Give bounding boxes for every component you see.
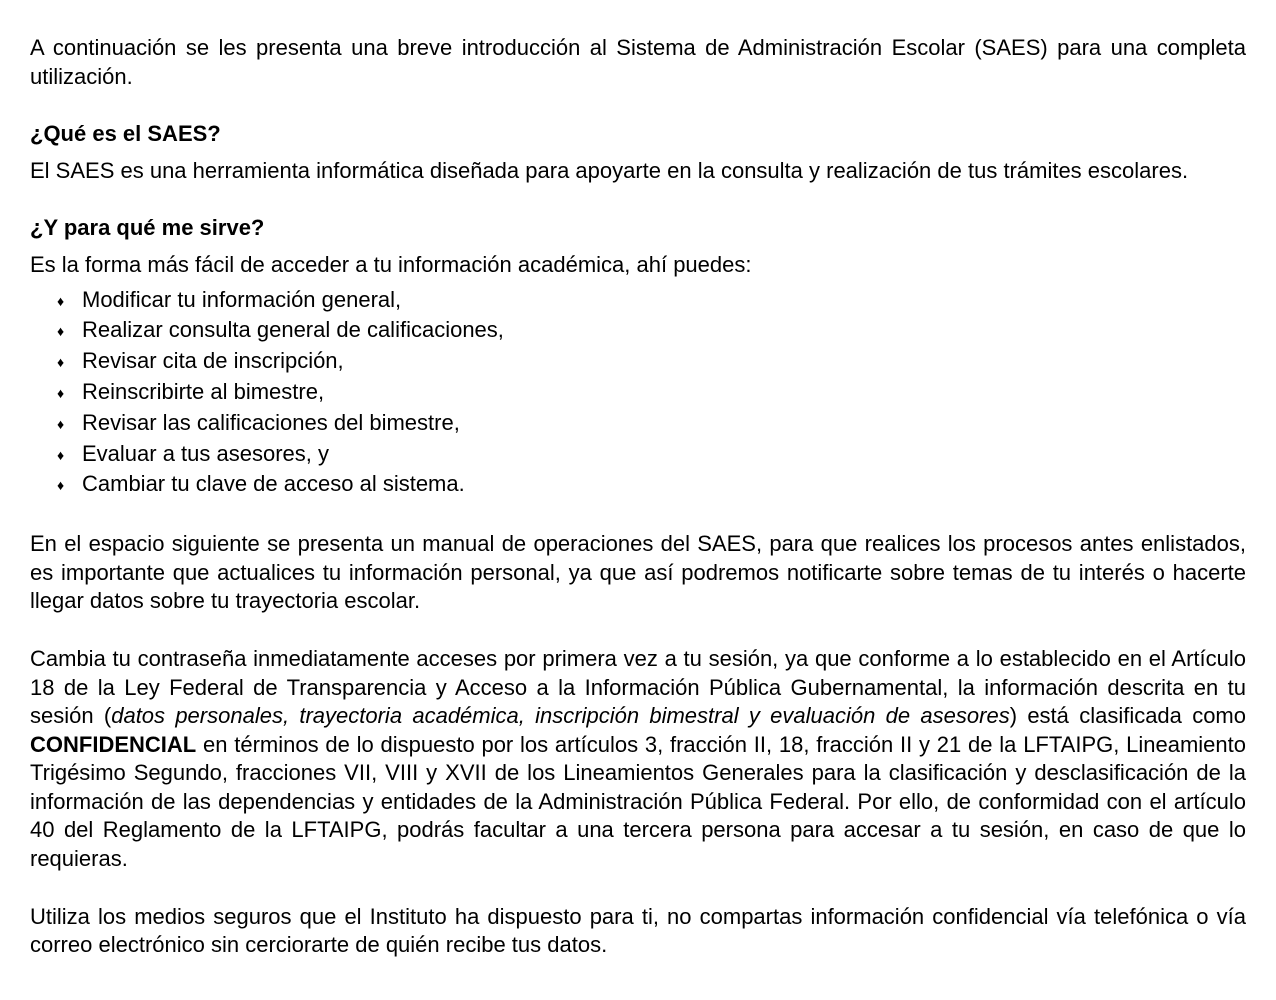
diamond-bullet-icon: ♦ [57, 292, 65, 309]
spacer [30, 91, 1246, 120]
spacer [30, 501, 1246, 530]
confidential-label: CONFIDENCIAL [30, 731, 197, 757]
diamond-bullet-icon: ♦ [57, 323, 65, 340]
list-item-text: Modificar tu información general, [82, 286, 402, 312]
diamond-bullet-icon: ♦ [57, 415, 65, 432]
manual-paragraph: En el espacio siguiente se presenta un manual de operaciones del SAES, para que realices los procesos antes enlistados, es importante que actualices tu información personal, ya que así podremos notificarte sobre temas de tu interés o hacerte llegar datos sobre tu trayectoria escolar. [30, 531, 1246, 614]
list-item [57, 378, 1246, 409]
security-paragraph: Utiliza los medios seguros que el Instituto ha dispuesto para ti, no compartas información confidencial vía telefónica o vía correo electrónico sin cerciorarte de quién recibe tus datos. [30, 903, 1246, 958]
list-item-text: Reinscribirte al bimestre, [82, 378, 325, 404]
diamond-bullet-icon: ♦ [57, 446, 65, 463]
password-italic-text: datos personales, trayectoria académica, inscripción bimestral y evaluación de asesores [111, 703, 1010, 729]
list-item-text: Evaluar a tus asesores, y [82, 440, 330, 466]
spacer [30, 185, 1246, 214]
diamond-bullet-icon: ♦ [57, 384, 65, 401]
heading-what-is-saes: ¿Qué es el SAES? [30, 121, 221, 147]
list-item-text: Cambiar tu clave de acceso al sistema. [82, 471, 465, 497]
list-item [57, 286, 1246, 317]
spacer [30, 616, 1246, 645]
spacer [30, 874, 1246, 903]
password-paragraph [30, 645, 1246, 874]
intro-paragraph: A continuación se les presenta una breve introducción al Sistema de Administración Escolar (SAES) para una completa utilización. [30, 35, 1246, 89]
diamond-bullet-icon: ♦ [57, 354, 65, 371]
list-item [57, 440, 1246, 471]
list-item-text: Revisar cita de inscripción, [82, 348, 344, 374]
password-text-part: ) está clasificada como [1009, 703, 1246, 729]
spacer [30, 149, 1246, 157]
list-item [57, 409, 1246, 440]
spacer [30, 243, 1246, 251]
list-item-text: Realizar consulta general de calificaciones, [82, 317, 504, 343]
list-item-text: Revisar las calificaciones del bimestre, [82, 409, 460, 435]
password-text-part: en términos de lo dispuesto por los artículos 3, fracción II, 18, fracción II y 21 de la LFTAIPG, Lineamiento Trigésimo Segundo, fracciones VII, VIII y XVII de los Lineamientos Generales para la clasificación y desclasificación de la información de las dependencias y entidades de la Administración Pública Federal. Por ello, de conformidad con el artículo 40 del Reglamento de la LFTAIPG, podrás facultar a una tercera persona para accesar a tu sesión, en caso de que lo requieras. [30, 731, 1246, 872]
list-item [57, 316, 1246, 347]
what-is-saes-paragraph: El SAES es una herramienta informática diseñada para apoyarte en la consulta y realización de tus trámites escolares. [30, 157, 1189, 183]
diamond-bullet-icon: ♦ [57, 477, 65, 494]
heading-what-for: ¿Y para qué me sirve? [30, 215, 265, 241]
list-item [57, 470, 1246, 501]
what-for-lead: Es la forma más fácil de acceder a tu información académica, ahí puedes: [30, 251, 752, 277]
features-list [30, 286, 1246, 502]
list-item [57, 347, 1246, 378]
password-text-part: Cambia tu contraseña inmediatamente acceses por primera vez a tu sesión, ya que conforme a lo establecido en el Artículo 18 de la Ley Federal de Transparencia y Acceso a la Información Pública Gubernamental, la información descrita en tu sesión ( [30, 645, 1246, 729]
